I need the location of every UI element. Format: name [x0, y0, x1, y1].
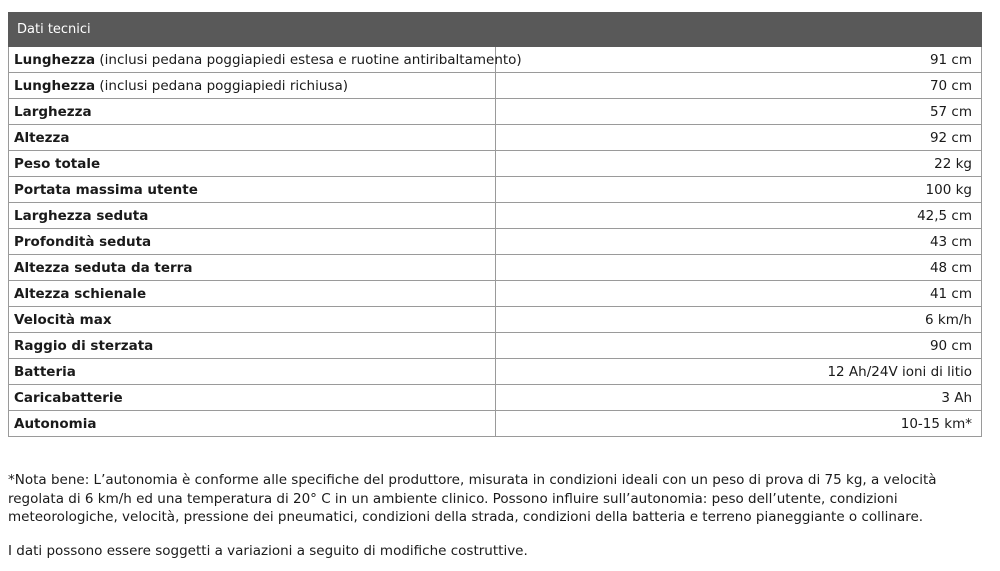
- spec-label-note: (inclusi pedana poggiapiedi richiusa): [95, 77, 348, 94]
- spec-label-cell: [9, 229, 496, 255]
- spec-label-cell: [9, 333, 496, 359]
- table-row: [9, 203, 982, 229]
- spec-label: Altezza schienale: [14, 285, 147, 302]
- spec-value: 70 cm: [495, 73, 982, 99]
- table-row: [9, 99, 982, 125]
- spec-value: 6 km/h: [495, 307, 982, 333]
- spec-value: 100 kg: [495, 177, 982, 203]
- spec-label: Profondità seduta: [14, 233, 152, 250]
- spec-label: Larghezza seduta: [14, 207, 149, 224]
- table-row: [9, 47, 982, 73]
- spec-label-cell: [9, 177, 496, 203]
- footnote: *Nota bene: L’autonomia è conforme alle specifiche del produttore, misurata in condizioni ideali con un peso di prova di 75 kg, a velocità regolata di 6 km/h ed una temperatura di 20° C in un ambiente clinico. Possono influire sull’autonomia: peso dell’utente, condizioni meteorologiche, velocità, pressione dei pneumatici, condizioni della strada, condizioni della batteria e terreno pianeggiante o collinare.: [8, 472, 937, 525]
- spec-label-cell: [9, 151, 496, 177]
- table-row: [9, 359, 982, 385]
- spec-label: Altezza seduta da terra: [14, 259, 193, 276]
- table-header: Dati tecnici: [9, 13, 982, 47]
- spec-label-cell: [9, 73, 496, 99]
- spec-value: 3 Ah: [495, 385, 982, 411]
- spec-value: 41 cm: [495, 281, 982, 307]
- table-row: [9, 125, 982, 151]
- spec-value: 43 cm: [495, 229, 982, 255]
- spec-value: 12 Ah/24V ioni di litio: [495, 359, 982, 385]
- spec-value: 91 cm: [495, 47, 982, 73]
- spec-value: 48 cm: [495, 255, 982, 281]
- spec-label-cell: [9, 359, 496, 385]
- table-row: [9, 385, 982, 411]
- table-row: [9, 307, 982, 333]
- spec-label: Peso totale: [14, 155, 101, 172]
- disclaimer: I dati possono essere soggetti a variazioni a seguito di modifiche costruttive.: [8, 543, 528, 559]
- spec-label: Lunghezza: [14, 51, 96, 68]
- table-row: [9, 333, 982, 359]
- spec-value: 57 cm: [495, 99, 982, 125]
- spec-label-cell: [9, 47, 522, 73]
- spec-label: Velocità max: [14, 311, 112, 328]
- table-row: [9, 73, 982, 99]
- spec-label-cell: [9, 255, 496, 281]
- spec-label-cell: [9, 125, 496, 151]
- table-row: [9, 411, 982, 437]
- spec-label-cell: [9, 411, 496, 437]
- spec-value: 22 kg: [495, 151, 982, 177]
- spec-value: 90 cm: [495, 333, 982, 359]
- spec-label: Lunghezza: [14, 77, 96, 94]
- spec-value: 92 cm: [495, 125, 982, 151]
- table-header-row: [9, 13, 982, 47]
- spec-label-cell: [9, 203, 496, 229]
- spec-label-note: (inclusi pedana poggiapiedi estesa e ruotine antiribaltamento): [95, 51, 522, 68]
- spec-label: Larghezza: [14, 103, 92, 120]
- spec-label-cell: [9, 385, 496, 411]
- spec-label: Raggio di sterzata: [14, 337, 154, 354]
- spec-label-cell: [9, 99, 496, 125]
- spec-label: Portata massima utente: [14, 181, 198, 198]
- spec-table: [8, 12, 982, 437]
- table-row: [9, 255, 982, 281]
- spec-label-cell: [9, 281, 496, 307]
- spec-label: Caricabatterie: [14, 389, 123, 406]
- spec-label: Autonomia: [14, 415, 97, 432]
- spec-label: Batteria: [14, 363, 76, 380]
- table-body: [9, 47, 982, 437]
- spec-label: Altezza: [14, 129, 70, 146]
- spec-value: 42,5 cm: [495, 203, 982, 229]
- spec-label-cell: [9, 307, 496, 333]
- table-row: [9, 281, 982, 307]
- table-row: [9, 229, 982, 255]
- spec-value: 10-15 km*: [495, 411, 982, 437]
- table-row: [9, 177, 982, 203]
- table-row: [9, 151, 982, 177]
